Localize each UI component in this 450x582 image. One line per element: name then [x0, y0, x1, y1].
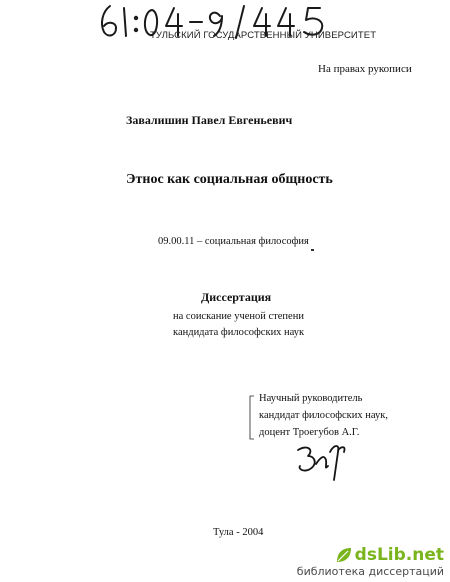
specialty-code: 09.00.11 – социальная философия [158, 236, 309, 247]
leaf-icon [335, 546, 353, 564]
watermark-brand: dsLib.net [354, 545, 444, 565]
supervisor-name: доцент Троегубов А.Г. [259, 427, 360, 438]
watermark-subtitle: библиотека диссертаций [296, 565, 444, 578]
watermark-logo [297, 545, 444, 565]
university-name: ТУЛЬСКИЙ ГОСУДАРСТВЕННЫЙ УНИВЕРСИТЕТ [150, 30, 377, 41]
supervisor-signature [294, 440, 352, 482]
city-year: Тула - 2004 [213, 527, 264, 538]
supervisor-degree: кандидат философских наук, [259, 410, 388, 421]
supervisor-bracket [248, 395, 256, 440]
author-name: Завалишин Павел Евгеньевич [126, 113, 293, 127]
stray-dot [311, 249, 314, 251]
degree-line-1: на соискание ученой степени [173, 311, 304, 322]
dissertation-title: Этнос как социальная общность [126, 172, 333, 187]
supervisor-label: Научный руководитель [259, 393, 363, 404]
dslib-watermark [297, 545, 444, 578]
work-type: Диссертация [201, 290, 272, 304]
degree-line-2: кандидата философских наук [173, 327, 305, 338]
manuscript-rights-note: На правах рукописи [318, 63, 412, 75]
